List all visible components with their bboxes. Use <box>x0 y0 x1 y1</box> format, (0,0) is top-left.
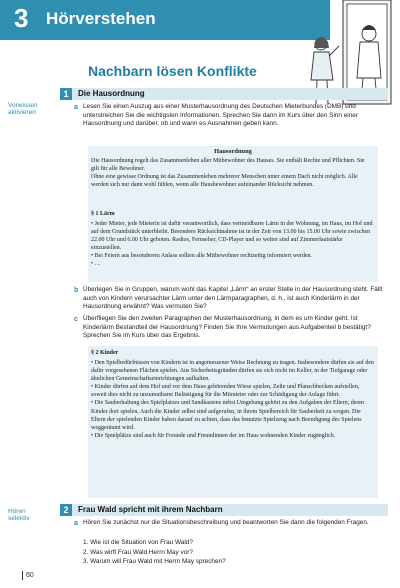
doc-section-heading: § 1 Lärm <box>91 211 115 217</box>
doc-rule-item: • Die Spielplätze sind auch für Freunde und Freundinnen der im Haus wohnenden Kinder zugänglich. <box>91 432 336 439</box>
task-c-text: Überfliegen Sie den zweiten Paragraphen der Musterhausordnung, in dem es um Kinder geht. Ist Kinderlärm Bestandteil der Hausordnung? Finden Sie Ihre Vermutungen aus Aufgabenteil b bestätigt? Sprechen Sie im Kurs über das Ergebnis. <box>83 315 371 340</box>
task-2a-text: Hören Sie zunächst nur die Situationsbeschreibung und beantworten Sie dann die folgenden Fragen. <box>83 519 369 526</box>
skill-label-line: selektiv <box>8 515 30 522</box>
doc-rule-item: • Bei Feiern aus besonderem Anlass sollten alle Mitbewohner rechtzeitig informiert werden. <box>91 253 313 260</box>
task-letter: c <box>74 316 78 323</box>
question-item: 1. Wie ist die Situation von Frau Wald? <box>83 539 193 546</box>
skill-label-line: Hören <box>8 508 26 515</box>
house-rules-children-excerpt <box>88 346 378 498</box>
question-item: 3. Warum will Frau Wald mit Herrn May sprechen? <box>83 558 226 565</box>
section-title: Die Hausordnung <box>78 89 145 98</box>
doc-rule-item: • … <box>91 261 101 268</box>
section-title: Frau Wald spricht mit ihrem Nachbarn <box>78 505 223 514</box>
page-number-divider <box>22 571 23 580</box>
doc-rule-item: • Den Spielbedürfnissen von Kindern ist in angemessener Weise Rechnung zu tragen. Insbesondere dürfen sie auf den dafür vorgesehenen Flächen spielen. Aus Sicherheitsgründen dürfen sie sich nicht im Keller, in der Tiefgarage oder ähnlichen Gemeinschaftseinrichtungen aufhalten. <box>91 360 374 383</box>
skill-label-line: aktivieren <box>8 109 36 116</box>
page-number: 60 <box>26 572 34 579</box>
question-list <box>83 538 226 567</box>
doc-intro-1: Die Hausordnung regelt das Zusammenleben aller Mitbewohner des Hauses. Sie enthält Rechte und Pflichten. Sie gilt für alle Bewohner. <box>91 158 365 173</box>
task-letter: a <box>74 520 78 527</box>
task-a-text: Lesen Sie einen Auszug aus einer Musterhausordnung des Deutschen Mieterbundes (DMB) und unterstreichen Sie die wichtigsten Informationen. Sprechen Sie dann im Kurs über den Sinn einer Hausordnung und darüber, ob und wann es Ausnahmen geben kann. <box>83 103 358 128</box>
section-number: 2 <box>60 504 72 516</box>
skill-label-vorwissen <box>0 102 50 116</box>
section-1-header <box>60 88 388 100</box>
chapter-number: 3 <box>14 3 29 33</box>
section-2-header <box>60 504 388 516</box>
chapter-title: Hörverstehen <box>46 9 156 28</box>
doc-rule-item: • Jeder Mieter, jede Mieterin ist dafür verantwortlich, dass vermeidbarer Lärm in der Wohnung, im Haus, im Hof und auf dem Grundstück unterbleibt. Besondere Rücksichtnahme ist in der Zeit von 13.00 bis 15.00 Uhr sowie zwischen 22.00 Uhr und 6.00 Uhr geboten. Radios, Fernseher, CD-Player und so weiter sind auf Zimmerlautstärke einzustellen. <box>91 221 373 252</box>
task-letter: a <box>74 104 78 111</box>
doc-rule-item: • Die Sauberhaltung des Spielplatzes und Sandkastens nebst Umgebung gehört zu den Aufgaben der Eltern, deren Kinder dort spielen. Auch die Kinder selbst sind aufgerufen, in ihrem Spielbereich für Sauberkeit zu sorgen. Die Eltern der spielenden Kinder haben darauf zu achten, dass das benutzte Spielzeug nach Beendigung des Spielens weggeräumt wird. <box>91 400 365 431</box>
page-title: Nachbarn lösen Konflikte <box>88 63 257 79</box>
section-number: 1 <box>60 88 72 100</box>
house-rules-excerpt <box>88 146 378 282</box>
task-b-text: Überlegen Sie in Gruppen, warum wohl das Kapitel „Lärm“ an erster Stelle in der Hausordnung steht. Fällt auch von Kindern verursachter Lärm unter den Lärmparagraphen, d. h., ist auch Kinderlärm in der Hausordnung erwähnt? Was vermuten Sie? <box>83 286 383 311</box>
skill-label-hoeren <box>0 508 50 522</box>
doc-section-heading: § 2 Kinder <box>91 350 119 356</box>
skill-label-line: Vorwissen <box>8 102 38 109</box>
doc-rule-item: • Kinder dürfen auf dem Hof und vor dem Haus gehörenden Wiese spielen, Zelte und Planschbecken aufstellen, soweit dies nicht zu unzumutbarer Belästigung für die Mitmieter oder zur Schädigung der Anlage führt. <box>91 384 360 399</box>
question-item: 2. Was wirft Frau Wald Herrn May vor? <box>83 548 193 556</box>
doc-intro-2: Ohne eine gewisse Ordnung ist das Zusammenleben mehrerer Menschen unter einem Dach nicht möglich. Alle werden sich nur dann wohl fühlen, wenn alle Hausbewohner aufeinander Rücksicht nehmen. <box>91 174 358 189</box>
doc-title: Hausordnung <box>214 148 252 155</box>
task-letter: b <box>74 287 79 294</box>
doc-rule-list <box>91 220 374 269</box>
doc-rule-list <box>91 359 374 440</box>
chapter-header <box>0 0 330 40</box>
